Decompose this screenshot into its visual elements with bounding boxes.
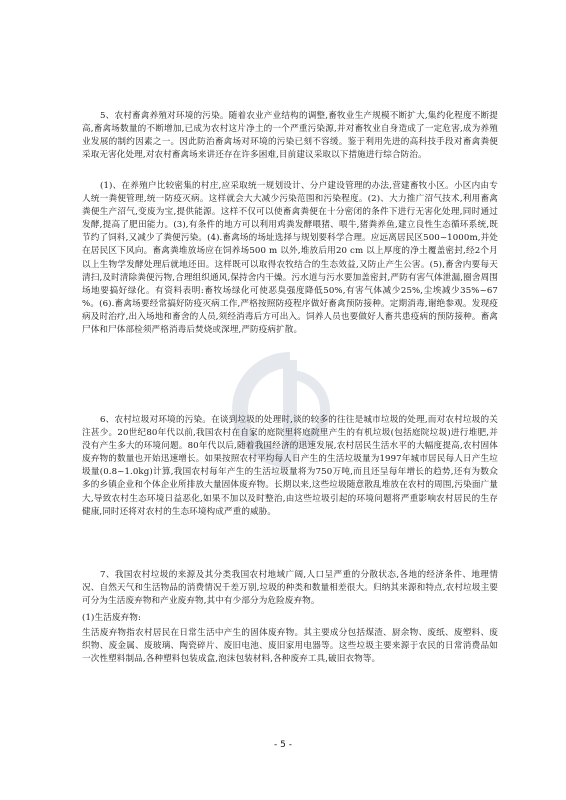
paragraph-living-waste: 生活废弃物指农村居民在日常生活中产生的固体废弃物。其主要成分包括煤渣、厨余物、废纸、废塑料、废织物、废金属、废玻璃、陶瓷碎片、废旧电池、废旧家用电器等。这些垃圾主要来源于农民的日常消费品如一次性塑料制品,各种塑料包装成盒,泡沫包装材料,各种废弃工具,破旧衣物等。 <box>82 628 498 665</box>
subheading-living-waste: (1)生活废弃物: <box>82 613 141 623</box>
paragraph-livestock-pollution: 5、农村畜禽养殖对环境的污染。随着农业产业结构的调整,畜牧业生产规模不断扩大,集约化程度不断提高,畜禽场数量的不断增加,已成为农村这片净土的一个严重污染源,并对畜牧业自身造成了一定危害,成为养殖业发展的制约因素之一。因此防治畜禽场对环境的污染已刻不容缓。鉴于利用先进的高科技手段对畜禽粪便采取无害化处理,对农村畜禽场来讲还存在许多困难,目前建议采取以下措施进行综合防治。 <box>82 111 498 161</box>
paragraph-garbage-pollution: 6、农村垃圾对环境的污染。在谈到垃圾的处理时,谈的较多的往往是城市垃圾的处理,而对农村垃圾的关注甚少。20世纪80年代以前,我国农村在自家的庭院里将庭院里产生的有机垃圾(包括庭院垃圾)进行堆肥,并没有产生多大的环境问题。80年代以后,随着我国经济的迅速发展,农村居民生活水平的大幅度提高,农村固体废弃物的数量也开始迅速增长。如果按照农村平均每人日产生的生活垃圾量为1997年城市居民每人日产生垃圾量(0.8~1.0kg)计算,我国农村每年产生的生活垃圾量将为750万吨,而且还呈每年增长的趋势,还有为数众多的乡镇企业和个体企业所排放大量固体废弃物。长期以来,这些垃圾随意散乱堆放在农村的周围,污染面广量大,导致农村生态环境日益恶化,如果不加以及时整治,由这些垃圾引起的环境问题将严重影响农村居民的生存健康,同时还将对农村的生态环境构成严重的威胁。 <box>82 415 498 517</box>
page-number: - 5 - <box>274 740 292 750</box>
paragraph-garbage-sources: 7、我国农村垃圾的来源及其分类我国农村地域广阔,人口呈严重的分散状态,各地的经济条件、地理情况、自然天气和生活物品的消费情况千差万别,垃圾的种类和数量相差很大。归纳其来源和特点,农村垃圾主要可分为生活废弃物和产业废弃物,其中有少部分为危险废弃物。 <box>82 570 498 607</box>
paragraph-control-measures: (1)、在养殖户比较密集的村庄,应采取统一规划设计、分户建设管理的办法,营建畜牧小区。小区内由专人统一粪便管理,统一防疫灭病。这样就会大大减少污染范围和污染程度。(2)、大力推广沼气技术,利用畜禽粪便生产沼气,变废为宝,提供能源。这样不仅可以使畜禽粪便在十分密闭的条件下进行无害化处理,同时通过发酵,提高了肥田能力。(3),有条件的地方可以利用鸡粪发酵喂猪、喂牛,猪粪养鱼,建立良性生态循环系统,既节约了饲料,又减少了粪便污染。(4).畜禽场的场址选择与规划要科学合理。应远离居民区500~1000m,并处在居民区下风向。畜禽粪堆放场应在饲养场500 m 以外,堆放后用20 cm 以上厚度的净土覆盖密封,经2个月以上生物学发酵处理后就地还田。这样既可以取得农牧结合的生态效益,又防止产生公害。(5),畜舍内要每天清扫,及时清除粪便污物,合理组织通风,保持舍内干燥。污水道与污水要加盖密封,严防有害气体泄漏,圈舍周围场地要搞好绿化。有资料表明:畜牧场绿化可使恶臭强度降低50%,有害气体减少25%,尘埃减少35%~67 %。(6).畜禽场要经常搞好防疫灭病工作,严格按照防疫程序做好畜禽预防接种。定期消毒,谢绝参观。发现疫病及时治疗,出入场地和畜舍的人员,须经消毒后方可出入。饲养人员也要做好人畜共患疫病的预防接种。畜禽尸体和尸体部检须严格消毒后焚烧或深埋,严防疫病扩散。 <box>82 181 498 336</box>
